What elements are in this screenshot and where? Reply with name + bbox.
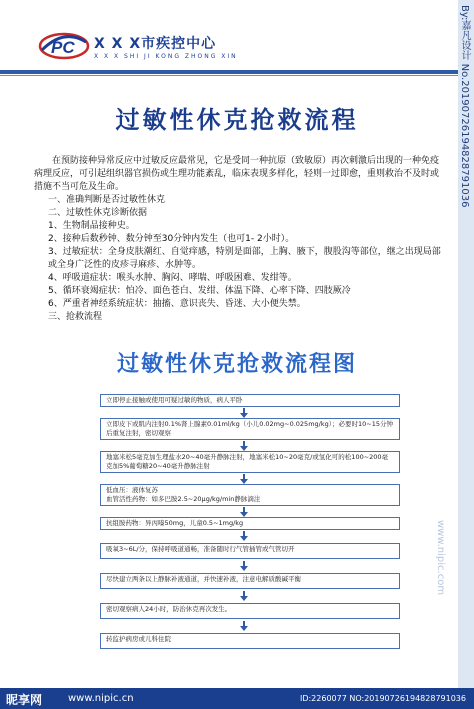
section-line: 2、接种后数秒钟、数分钟至30分钟内发生（也可1- 2小时）。 [48, 234, 295, 244]
section-line: 6、严重者神经系统症状：抽搐、意识丧失、昏迷、大小便失禁。 [48, 299, 306, 309]
flow-arrow-icon [238, 621, 250, 631]
flow-step: 地塞米松5毫克加生理盐水20~40毫升静脉注射，地塞米松10~20毫克/或氢化可的松100~200毫克加5%葡萄糖20~40毫升静脉注射 [100, 451, 400, 473]
flow-step: 立即停止接触或使用可疑过敏的物质，病人平卧 [100, 394, 400, 407]
flowchart [88, 388, 416, 692]
svg-text:PC: PC [51, 38, 75, 57]
flow-step: 吸氧3~6L/分，保持呼吸道通畅，准备随时行气管插管或气管切开 [100, 543, 400, 559]
flow-step: 抗组胺药物：异丙嗪50mg，儿童0.5~1mg/kg [100, 517, 400, 530]
intro-paragraph: 在预防接种异常反应中过敏反应最常见，它是受同一种抗原（致敏原）再次刺激后出现的一种免疫病理反应，可引起组织器官损伤或生理功能紊乱，临床表现多样化，轻则一过即愈，重则救治不及时或措施不当可危及生命。 [34, 156, 440, 192]
flowchart-title: 过敏性休克抢救流程图 [116, 352, 357, 377]
side-info-bar [458, 0, 474, 688]
flow-step: 立即皮下或肌内注射0.1%肾上腺素0.01ml/kg（小儿0.02mg~0.025mg/kg）；必要时10~15分钟后重复注射，密切观察 [100, 418, 400, 440]
flow-arrow-icon [238, 408, 250, 418]
org-name: X X X市疾控中心 [94, 36, 217, 52]
side-info-text: By:嘉凡设计 No.20190726194828791036 [459, 5, 470, 208]
section-line: 5、循环衰竭症状：怕冷、面色苍白、发绀、体温下降、心率下降、四肢厥冷 [48, 286, 351, 296]
flow-step: 低血压：液体复苏 血管活性药物：如多巴胺2.5~20μg/kg/min静脉滴注 [100, 484, 400, 506]
section-line: 一、准确判断是否过敏性休克 [48, 195, 166, 205]
section-line: 1、生物制品接种史。 [48, 221, 135, 231]
footer-bar [0, 688, 474, 709]
page-title: 过敏性休克抢救流程 [115, 106, 359, 134]
flow-arrow-icon [238, 441, 250, 451]
header-divider [0, 70, 474, 74]
flow-step: 密切观察病人24小时，防治休克再次发生。 [100, 603, 400, 619]
flow-arrow-icon [238, 474, 250, 484]
org-pinyin: X X X SHI JI KONG ZHONG XIN [94, 53, 238, 60]
header [0, 0, 474, 68]
flow-arrow-icon [238, 561, 250, 571]
flow-arrow-icon [238, 507, 250, 517]
flow-step: 转监护病房或儿科住院 [100, 633, 400, 649]
flow-arrow-icon [238, 591, 250, 601]
footer-url[interactable]: www.nipic.cn [68, 693, 134, 704]
body-text [34, 155, 442, 324]
footer-id: ID:2260077 NO:20190726194828791036 [299, 694, 466, 703]
section-line: 3、过敏症状：全身皮肤潮红、自觉痒感，特别是面部，上胸、腋下，腹股沟等部位，继之出现局部或全身广泛性的皮疹寻麻疹、水肿等。 [48, 247, 441, 270]
flow-step: 尽快建立两条以上静脉补液通道，并快速补液，注意电解质酸碱平衡 [100, 573, 400, 589]
section-line: 三、抢救流程 [48, 312, 103, 322]
section-line: 二、过敏性休克诊断依据 [48, 208, 148, 218]
footer-brand: 昵享网 [6, 693, 43, 707]
watermark-text: www.nipic.com [435, 520, 446, 596]
header-divider-thin [0, 75, 474, 76]
section-line: 4、呼吸道症状：喉头水肿、胸闷、哮喘、呼吸困难、发绀等。 [48, 273, 297, 283]
cdc-logo-icon [38, 26, 90, 62]
flow-arrow-icon [238, 531, 250, 541]
